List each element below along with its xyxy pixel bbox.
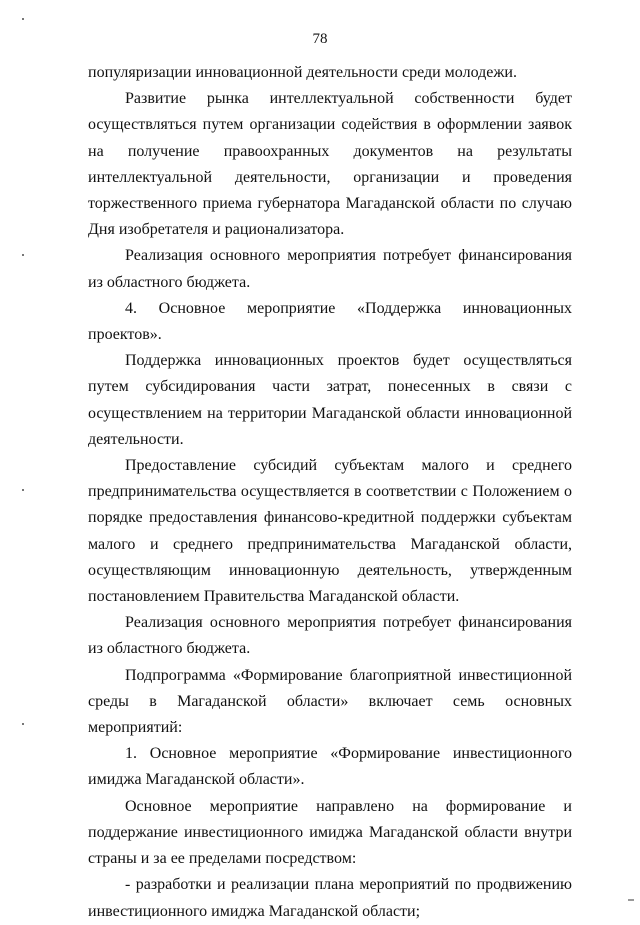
paragraph: Развитие рынка интеллектуальной собственности будет осуществляться путем организации содействия в оформлении заявок на получение правоохранных документов на результаты интеллектуальной деятельности, организации и проведения торжественного приема губернатора Магаданской области по случаю Дня изобретателя и рационализатора. [88,90,572,239]
scan-mark [22,723,24,725]
paragraph: Реализация основного мероприятия потребует финансирования из областного бюджета. [88,614,572,658]
paragraph-heading: 4. Основное мероприятие «Поддержка инновационных проектов». [88,299,572,344]
document-body [88,60,572,925]
paragraph: популяризации инновационной деятельности среди молодежи. [88,64,517,81]
page-number: 78 [312,31,328,47]
paragraph: Основное мероприятие направлено на формирование и поддержание инвестиционного имиджа Магаданской области внутри страны и за ее пределами посредством: [88,797,572,868]
scan-mark [628,899,634,901]
paragraph: Поддержка инновационных проектов будет осуществляться путем субсидирования части затрат, понесенных в связи с осуществлением на территории Магаданской области инновационной деятельности. [88,352,572,448]
paragraph: Предоставление субсидий субъектам малого и среднего предпринимательства осуществляется в соответствии с Положением о порядке предоставления финансово-кредитной поддержки субъектам малого и среднего предпринимательства Магаданской области, осуществляющим инновационную деятельность, утвержденным постановлением Правительства Магаданской области. [88,457,572,606]
paragraph-heading: 1. Основное мероприятие «Формирование инвестиционного имиджа Магаданской области». [88,745,572,789]
scan-mark [22,254,24,256]
paragraph: Подпрограмма «Формирование благоприятной инвестиционной среды в Магаданской области» включает семь основных мероприятий: [88,666,572,737]
scan-mark [22,489,24,491]
list-item: - разработки и реализации плана мероприятий по продвижению инвестиционного имиджа Магаданской области; [88,876,572,920]
paragraph: Реализация основного мероприятия потребует финансирования из областного бюджета. [88,247,572,291]
scan-mark [22,18,24,20]
